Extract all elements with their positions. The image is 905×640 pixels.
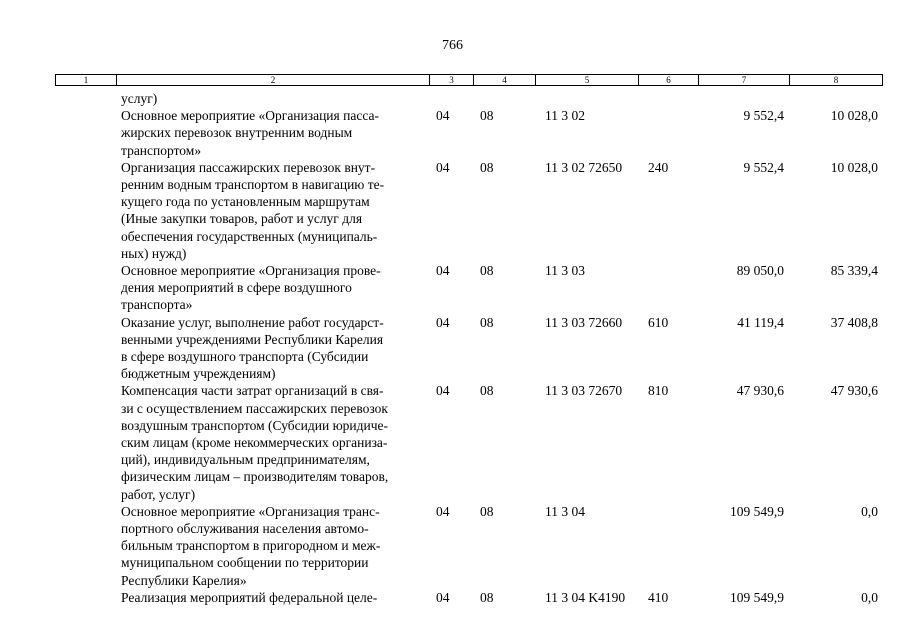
description-line: воздушным транспортом (Субсидии юридиче-: [121, 417, 388, 433]
table-row: [0, 159, 905, 262]
cell-amount-year-2: 37 408,8: [830, 314, 878, 330]
description-line: обеспечения государственных (муниципаль-: [121, 228, 378, 244]
header-col-4: 4: [474, 75, 536, 85]
description-line: работ, услуг): [121, 486, 196, 502]
description-line: (Иные закупки товаров, работ и услуг для: [121, 211, 363, 227]
description-line: Организация пассажирских перевозок внут-: [121, 159, 376, 175]
description-line: жирских перевозок внутренним водным: [121, 125, 353, 141]
table-row: [0, 382, 905, 502]
description-line: физическим лицам – производителям товаров,: [121, 469, 389, 485]
page-number: 766: [442, 38, 463, 53]
description-line: в сфере воздушного транспорта (Субсидии: [121, 349, 369, 365]
description-line: ренним водным транспортом в навигацию те-: [121, 177, 385, 193]
cell-amount-year-2: 10 028,0: [830, 108, 878, 124]
row-description: [121, 159, 421, 262]
cell-section: 04: [436, 159, 450, 175]
cell-target-article: 11 3 03: [545, 263, 585, 279]
cell-amount-year-1: 89 050,0: [736, 263, 784, 279]
cell-section: 04: [436, 383, 450, 399]
row-description: [121, 503, 421, 589]
cell-section: 04: [436, 314, 450, 330]
cell-amount-year-2: 85 339,4: [830, 263, 878, 279]
description-line: бильным транспортом в пригородном и меж-: [121, 538, 381, 554]
description-line: Основное мероприятие «Организация транс-: [121, 503, 380, 519]
cell-target-article: 11 3 03 72660: [545, 314, 623, 330]
table-row: [0, 107, 905, 159]
cell-section: 04: [436, 263, 450, 279]
description-line: муниципальном сообщении по территории: [121, 555, 369, 571]
cell-amount-year-1: 9 552,4: [743, 159, 784, 175]
header-col-7: 7: [699, 75, 790, 85]
cell-expense-type: 240: [648, 159, 669, 175]
description-line: Республики Карелия»: [121, 572, 247, 588]
cell-expense-type: 610: [648, 314, 669, 330]
cell-target-article: 11 3 03 72670: [545, 383, 623, 399]
cell-amount-year-2: 0,0: [861, 503, 878, 519]
cell-subsection: 08: [480, 503, 494, 519]
cell-amount-year-2: 10 028,0: [830, 159, 878, 175]
header-col-5: 5: [536, 75, 639, 85]
cell-expense-type: 810: [648, 383, 669, 399]
description-line: транспортом»: [121, 142, 202, 158]
description-line: ским лицам (кроме некоммерческих организа-: [121, 435, 388, 451]
header-col-6: 6: [639, 75, 699, 85]
description-line: Компенсация части затрат организаций в свя-: [121, 383, 384, 399]
table-header-row: [55, 74, 883, 86]
cell-target-article: 11 3 02 72650: [545, 159, 623, 175]
cell-subsection: 08: [480, 383, 494, 399]
header-col-1: 1: [56, 75, 117, 85]
cell-amount-year-2: 0,0: [861, 589, 878, 605]
table-row: [0, 314, 905, 383]
cell-amount-year-1: 41 119,4: [737, 314, 784, 330]
description-line: транспорта»: [121, 297, 193, 313]
row-description: [121, 589, 421, 606]
cell-subsection: 08: [480, 263, 494, 279]
table-body: [0, 90, 905, 606]
row-description: [121, 107, 421, 159]
cell-section: 04: [436, 503, 450, 519]
cell-subsection: 08: [480, 314, 494, 330]
row-description: [121, 262, 421, 314]
description-line: венными учреждениями Республики Карелия: [121, 331, 384, 347]
description-line: зи с осуществлением пассажирских перевозок: [121, 400, 388, 416]
cell-subsection: 08: [480, 159, 494, 175]
row-description: [121, 382, 421, 502]
row-description: [121, 90, 421, 107]
cell-amount-year-1: 109 549,9: [730, 503, 784, 519]
cell-target-article: 11 3 02: [545, 108, 585, 124]
header-col-3: 3: [430, 75, 474, 85]
header-col-2: 2: [117, 75, 430, 85]
table-row: [0, 90, 905, 107]
description-line: ций), индивидуальным предпринимателям,: [121, 452, 370, 468]
cell-expense-type: 410: [648, 589, 669, 605]
cell-subsection: 08: [480, 108, 494, 124]
cell-section: 04: [436, 589, 450, 605]
header-col-8: 8: [833, 75, 839, 85]
cell-target-article: 11 3 04 K4190: [545, 589, 626, 605]
cell-subsection: 08: [480, 589, 494, 605]
cell-target-article: 11 3 04: [545, 503, 585, 519]
row-description: [121, 314, 421, 383]
cell-amount-year-1: 9 552,4: [743, 108, 784, 124]
cell-amount-year-1: 109 549,9: [730, 589, 784, 605]
description-line: бюджетным учреждениям): [121, 366, 276, 382]
description-line: дения мероприятий в сфере воздушного: [121, 280, 352, 296]
cell-section: 04: [436, 108, 450, 124]
description-line: услуг): [121, 91, 158, 106]
description-line: Основное мероприятие «Организация прове-: [121, 263, 381, 279]
description-line: Оказание услуг, выполнение работ государст-: [121, 314, 384, 330]
description-line: портного обслуживания населения автомо-: [121, 521, 369, 537]
cell-amount-year-2: 47 930,6: [830, 383, 878, 399]
description-line: Реализация мероприятий федеральной целе-: [121, 589, 378, 605]
table-row: [0, 589, 905, 606]
cell-amount-year-1: 47 930,6: [736, 383, 784, 399]
description-line: Основное мероприятие «Организация пасса-: [121, 108, 379, 124]
table-row: [0, 503, 905, 589]
table-row: [0, 262, 905, 314]
description-line: ных) нужд): [121, 245, 187, 261]
description-line: кущего года по установленным маршрутам: [121, 194, 370, 210]
